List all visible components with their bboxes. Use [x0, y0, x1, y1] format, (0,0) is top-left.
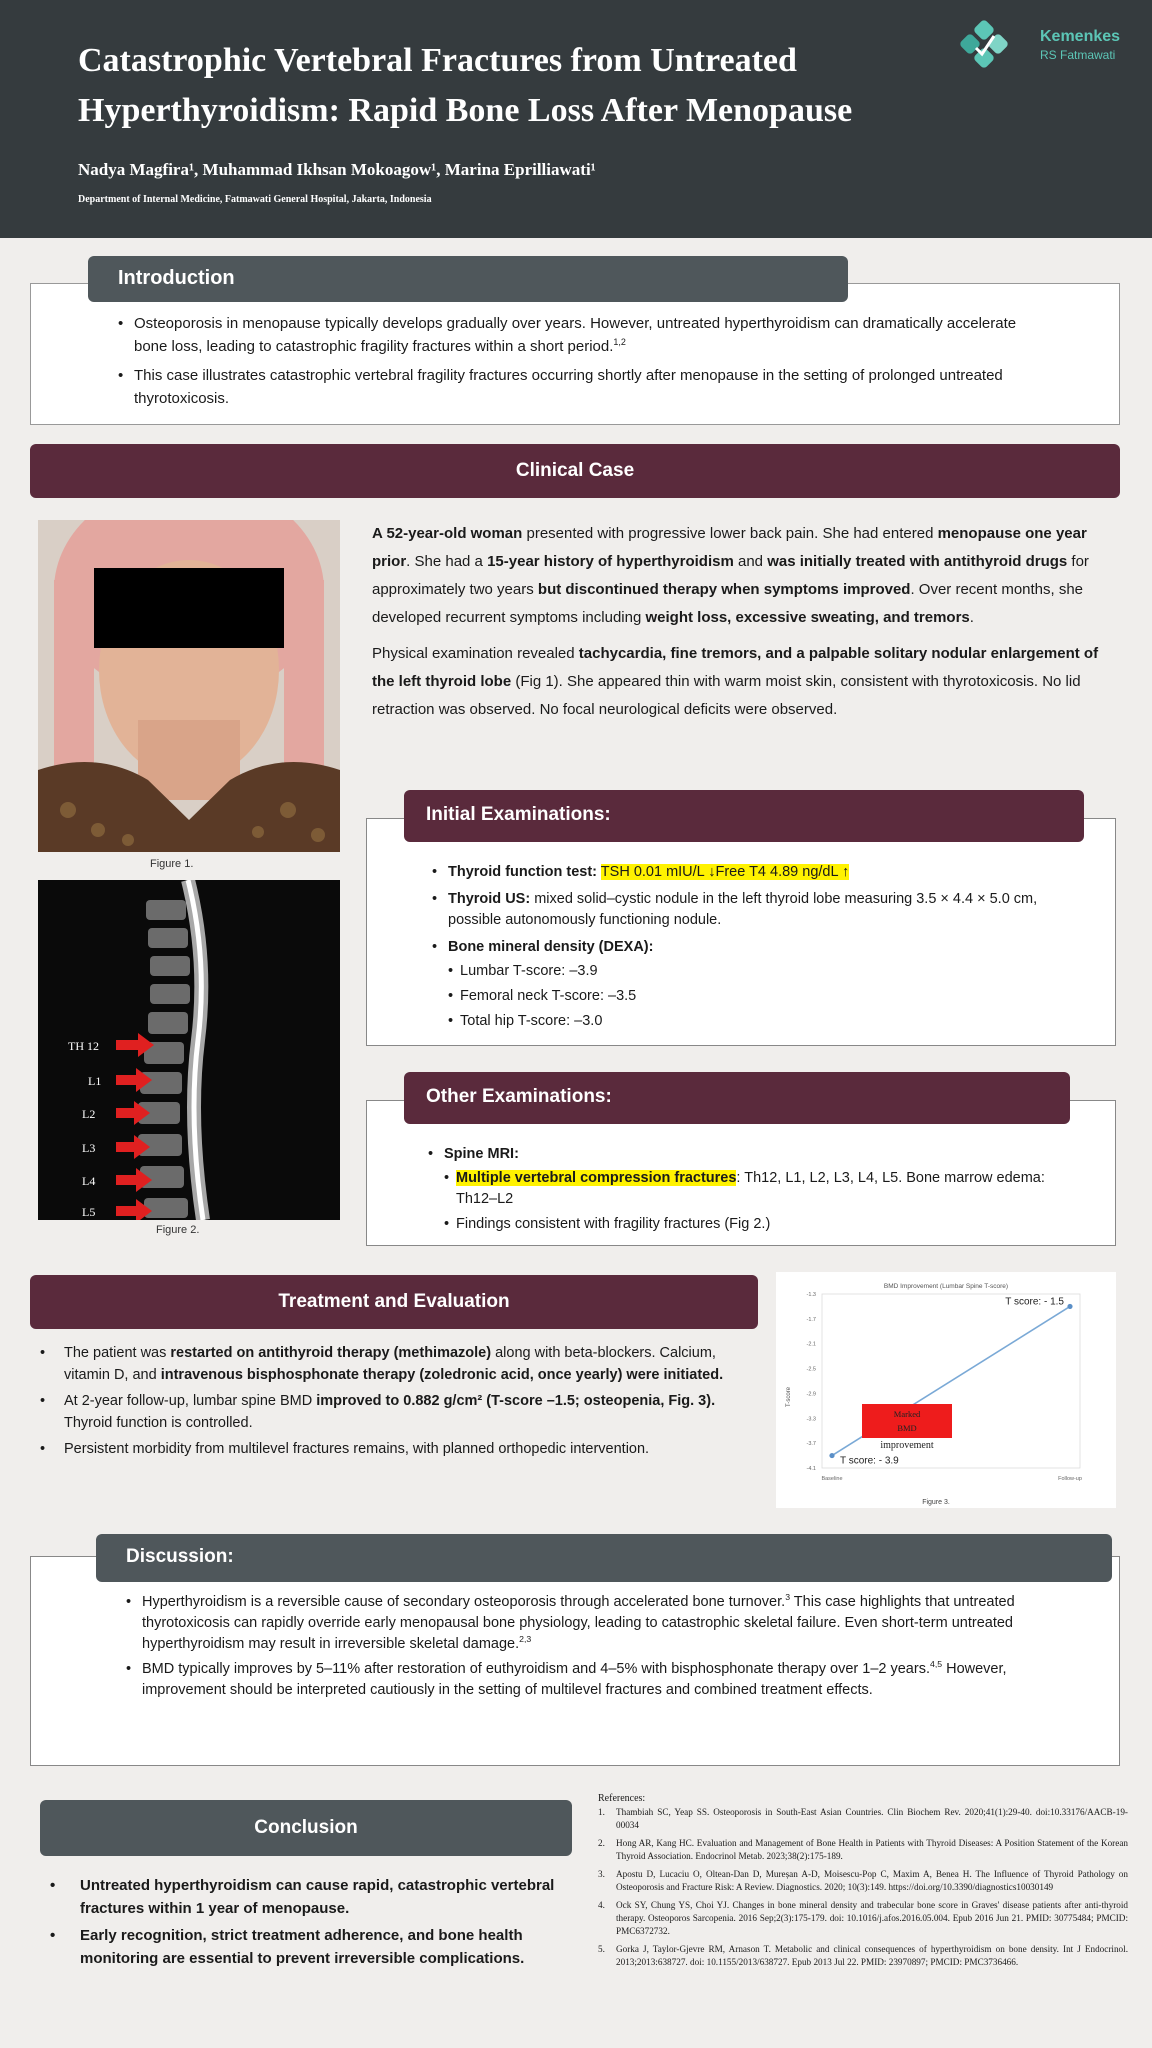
initial-exams-heading: Initial Examinations:	[404, 790, 1084, 842]
treatment-list	[40, 1342, 740, 1464]
y-tick-label: -2.9	[806, 1391, 816, 1398]
discussion-heading: Discussion:	[96, 1534, 1112, 1582]
authors: Nadya Magfira¹, Muhammad Ikhsan Mokoagow¹, Marina Eprilliawati¹	[78, 160, 596, 179]
discussion-list	[126, 1592, 1066, 1705]
list-item: • BMD typically improves by 5–11% after restoration of euthyroidism and 4–5% with bisphosphonate therapy over 1–2 years.$^{4,5}$ However, improvement should be interpreted cautiously in the setting of multilevel fractures and combined treatment effects.	[126, 1659, 1066, 1701]
case-description	[372, 520, 1117, 732]
bmd-chart-svg	[776, 1272, 1116, 1508]
spine-label-l2: L2	[82, 1107, 96, 1121]
introduction-list	[118, 312, 1018, 416]
introduction-heading: Introduction	[88, 256, 848, 302]
bmd-chart	[776, 1272, 1116, 1508]
x-tick-label: Follow-up	[1058, 1476, 1082, 1482]
list-item: • The patient was restarted on antithyroid therapy (methimazole) along with beta-blockers. Calcium, vitamin D, and intravenous bisphosphonate therapy (zoledronic acid, once yearly) were initiated.	[40, 1342, 740, 1386]
logo-text: Kemenkes	[1040, 28, 1121, 45]
list-item: • Thyroid function test: TSH 0.01 mIU/L ↓Free T4 4.89 ng/dL ↑	[432, 862, 1092, 883]
list-item: • Lumbar T-score: –3.9	[448, 961, 1092, 982]
other-exams-heading: Other Examinations:	[404, 1072, 1070, 1124]
list-item: • Bone mineral density (DEXA): • Lumbar T-score: –3.9 • Femoral neck T-score: –3.5 • Total hip T-score: –3.0	[432, 937, 1092, 1032]
case-paragraph-2: Physical examination revealed tachycardia, fine tremors, and a palpable solitary nodular enlargement of the left thyroid lobe (Fig 1). She appeared thin with warm moist skin, consistent with thyrotoxicosis. No lid retraction was observed. No focal neurological deficits were observed.	[372, 645, 1099, 718]
references-title: References:	[598, 1793, 646, 1804]
list-item: • Thyroid US: mixed solid–cystic nodule in the left thyroid lobe measuring 3.5 × 4.4 × 5.0 cm, possible autonomously functioning nodule.	[432, 889, 1092, 931]
annotation-baseline: T score: - 3.9	[840, 1455, 899, 1467]
spine-label-l3: L3	[82, 1141, 96, 1155]
list-item: • Untreated hyperthyroidism can cause rapid, catastrophic vertebral fractures within 1 year of menopause.	[50, 1874, 580, 1920]
y-tick-label: -1.7	[806, 1316, 816, 1323]
list-item: • Osteoporosis in menopause typically develops gradually over years. However, untreated hyperthyroidism can dramatically accelerate bone loss, leading to catastrophic fragility fractures within a short period.$^{1,2}$	[118, 312, 1018, 358]
annotation-followup: T score: - 1.5	[1005, 1296, 1064, 1308]
list-item: • Total hip T-score: –3.0	[448, 1011, 1092, 1032]
y-tick-label: -1.3	[806, 1292, 816, 1298]
logo-subtext: RS Fatmawati	[1040, 48, 1116, 62]
figure-2-label: Figure 2.	[156, 1224, 200, 1236]
chart-y-label: T-score	[786, 1386, 792, 1408]
list-item: • Spine MRI: • Multiple vertebral compression fractures: Th12, L1, L2, L3, L4, L5. Bone marrow edema: Th12–L2 • Findings consistent with fragility fractures (Fig 2.)	[428, 1144, 1088, 1235]
kemenkes-logo-icon	[958, 18, 1134, 74]
references-list	[598, 1806, 1128, 1974]
y-tick-label: -2.5	[806, 1366, 816, 1373]
list-item: • Multiple vertebral compression fractures: Th12, L1, L2, L3, L4, L5. Bone marrow edema: Th12–L2	[444, 1168, 1088, 1210]
data-point	[829, 1453, 834, 1458]
list-item: • Early recognition, strict treatment adherence, and bone health monitoring are essential to prevent irreversible complications.	[50, 1924, 580, 1970]
figure-1-image	[38, 520, 340, 852]
list-item: • This case illustrates catastrophic vertebral fragility fractures occurring shortly after menopause in the setting of prolonged untreated thyrotoxicosis.	[118, 364, 1018, 410]
y-tick-label: -4.1	[806, 1466, 816, 1472]
other-exams-list	[428, 1144, 1088, 1241]
list-item: • Persistent morbidity from multilevel fractures remains, with planned orthopedic intervention.	[40, 1438, 740, 1460]
y-tick-label: -3.7	[806, 1441, 816, 1448]
reference-item: Gorka J, Taylor-Gjevre RM, Arnason T. Metabolic and clinical consequences of hyperthyroidism on bone density. Int J Endocrinol. 2013;2013:638727. doi: 10.1155/2013/638727. Epub 2013 Jul 22. PMID: 23970897; PMCID: PMC3736466.	[616, 1944, 1128, 1967]
data-point	[1067, 1304, 1072, 1309]
list-item: • At 2-year follow-up, lumbar spine BMD improved to 0.882 g/cm² (T-score –1.5; osteopenia, Fig. 3). Thyroid function is controlled.	[40, 1390, 740, 1434]
annotation-box-text: BMD	[897, 1423, 917, 1433]
annotation-box-text: Marked	[893, 1409, 921, 1419]
spine-label-l1: L1	[88, 1074, 102, 1088]
clinical-case-heading: Clinical Case	[30, 444, 1120, 498]
treatment-heading: Treatment and Evaluation	[30, 1275, 758, 1329]
poster-title: Catastrophic Vertebral Fractures from Untreated Hyperthyroidism: Rapid Bone Loss After Menopause	[78, 42, 853, 129]
reference-item: Thambiah SC, Yeap SS. Osteoporosis in South-East Asian Countries. Clin Biochem Rev. 2020;41(1):29-40. doi:10.33176/AACB-19-00034	[616, 1807, 1128, 1830]
conclusion-list	[50, 1874, 580, 1974]
reference-item: Hong AR, Kang HC. Evaluation and Management of Bone Health in Patients with Thyroid Diseases: A Position Statement of the Korean Thyroid Association. Endocrinol Metab. 2023;38(2):175-189.	[616, 1838, 1128, 1861]
list-item: • Hyperthyroidism is a reversible cause of secondary osteoporosis through accelerated bone turnover.$^3$ This case highlights that untreated thyrotoxicosis can rapidly override early menopausal bone physiology, leading to catastrophic skeletal failure. Even short-term untreated hyperthyroidism may result in irreversible skeletal damage.$^{2,3}$	[126, 1592, 1066, 1655]
chart-title: BMD Improvement (Lumbar Spine T-score)	[883, 1283, 1009, 1290]
figure-2-mri-image	[38, 880, 340, 1220]
tft-value: TSH 0.01 mIU/L ↓Free T4 4.89 ng/dL ↑	[600, 864, 850, 880]
spine-label-l5: L5	[82, 1205, 96, 1219]
case-paragraph-1: A 52-year-old woman presented with progressive lower back pain. She had entered menopause one year prior. She had a 15-year history of hyperthyroidism and was initially treated with antithyroid drugs for approximately two years but discontinued therapy when symptoms improved. Over recent months, she developed recurrent symptoms including weight loss, excessive sweating, and tremors.	[372, 525, 1089, 626]
annotation-box-text: improvement	[880, 1440, 934, 1451]
initial-exams-list	[432, 862, 1092, 1038]
spine-label-th12: TH 12	[68, 1039, 99, 1053]
department: Department of Internal Medicine, Fatmawati General Hospital, Jakarta, Indonesia	[78, 194, 432, 205]
list-item: • Findings consistent with fragility fractures (Fig 2.)	[444, 1214, 1088, 1235]
y-tick-label: -2.1	[806, 1341, 816, 1348]
conclusion-heading: Conclusion	[40, 1800, 572, 1856]
y-tick-label: -3.3	[806, 1416, 816, 1423]
figure-1-label: Figure 1.	[150, 858, 194, 870]
x-tick-label: Baseline	[821, 1476, 843, 1482]
list-item: • Femoral neck T-score: –3.5	[448, 986, 1092, 1007]
chart-x-label: Figure 3.	[922, 1499, 950, 1506]
spine-label-l4: L4	[82, 1174, 96, 1188]
marked-improvement-box	[862, 1404, 952, 1451]
reference-item: Apostu D, Lucaciu O, Oltean-Dan D, Mureșan A-D, Moisescu-Pop C, Maxim A, Benea H. The Influence of Thyroid Pathology on Osteoporosis and Fracture Risk: A Review. Diagnostics. 2020; 10(3):149. https://doi.org/10.3390/diagnostics10030149	[616, 1869, 1128, 1892]
reference-item: Ock SY, Chung YS, Choi YJ. Changes in bone mineral density and trabecular bone score in Graves' disease patients after anti-thyroid therapy. Osteoporos Sarcopenia. 2016 Sep;2(3):175-179. doi: 10.1016/j.afos.2016.05.004. Epub 2016 Jun 21. PMID: 30775484; PMCID: PMC6372732.	[616, 1900, 1128, 1936]
